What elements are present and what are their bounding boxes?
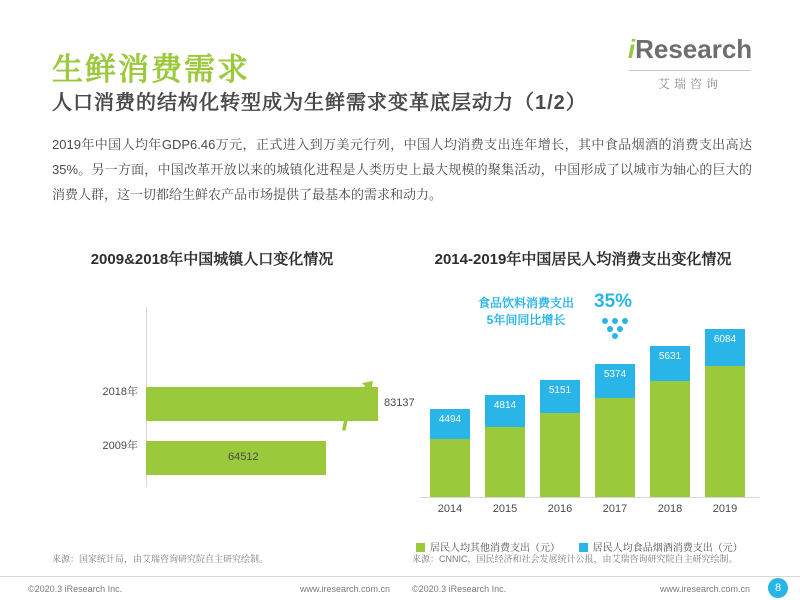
right-chart-axis <box>420 497 760 498</box>
legend-swatch-green <box>416 543 425 552</box>
stacked-bar-2017 <box>595 364 635 497</box>
left-chart-value-2018: 83137 <box>384 397 415 409</box>
segment-other <box>540 413 580 497</box>
growth-arrow-icon <box>338 375 378 433</box>
page-title: 生鲜消费需求 <box>52 52 250 87</box>
x-tick-2017: 2017 <box>602 503 628 515</box>
chart-urban-population <box>42 248 415 538</box>
x-tick-2015: 2015 <box>492 503 518 515</box>
footer-url-right: www.iresearch.com.cn <box>660 584 751 594</box>
x-tick-2019: 2019 <box>712 503 738 515</box>
x-tick-2016: 2016 <box>547 503 573 515</box>
footer-divider <box>0 576 800 577</box>
logo-chinese-name: 艾瑞咨询 <box>657 77 722 91</box>
footer-copyright-left: ©2020.3 iResearch Inc. <box>28 584 123 594</box>
segment-food <box>650 346 690 381</box>
logo-research-word: Research <box>635 34 753 64</box>
page-number-badge: 8 <box>768 578 788 598</box>
segment-value: 6084 <box>713 334 737 345</box>
callout-percent: 35% <box>594 291 633 312</box>
logo-divider <box>629 70 751 71</box>
segment-food <box>485 395 525 427</box>
body-paragraph: 2019年中国人均年GDP6.46万元，正式进入到万美元行列，中国人均消费支出连年增长，其中食品烟酒的消费支出高达35%。另一方面，中国改革开放以来的城镇化进程是人类历史上最大规模的聚集活动，中国形成了以城市为轴心的巨大的消费人群，这一切都给生鲜农产品市场提供了最基本的需求和动力。 <box>52 137 752 202</box>
stacked-bar-2014 <box>430 409 470 497</box>
segment-value: 4494 <box>438 414 462 425</box>
segment-other <box>595 398 635 497</box>
segment-other <box>485 427 525 497</box>
segment-value: 5631 <box>658 351 682 362</box>
legend-label-food: 居民人均食品烟酒消费支出（元） <box>592 543 743 554</box>
stacked-bar-2016 <box>540 380 580 497</box>
segment-value: 5151 <box>548 385 572 396</box>
callout-line-2: 5年间同比增长 <box>486 313 566 327</box>
x-tick-2018: 2018 <box>657 503 683 515</box>
x-tick-2014: 2014 <box>437 503 463 515</box>
right-chart-title: 2014-2019年中国居民人均消费支出变化情况 <box>434 251 732 268</box>
growth-annotation: 增长84.8% <box>280 387 348 403</box>
page-subtitle: 人口消费的结构化转型成为生鲜需求变革底层动力（1/2） <box>52 92 587 114</box>
logo-i-letter: i <box>627 34 636 64</box>
footer-copyright-right: ©2020.3 iResearch Inc. <box>412 584 507 594</box>
dots-decoration-icon <box>600 317 634 339</box>
source-note-right: 来源：CNNIC，国民经济和社会发展统计公报，由艾瑞咨询研究院自主研究绘制。 <box>412 554 738 564</box>
footer-url-left: www.iresearch.com.cn <box>300 584 391 594</box>
source-note-left: 来源：国家统计局，由艾瑞咨询研究院自主研究绘制。 <box>52 554 269 564</box>
iresearch-logo <box>620 34 760 92</box>
left-chart-value-2009: 64512 <box>228 451 259 463</box>
legend-label-other: 居民人均其他消费支出（元） <box>430 543 560 554</box>
segment-other <box>430 439 470 497</box>
segment-value: 5374 <box>603 369 627 380</box>
segment-other <box>705 366 745 497</box>
left-chart-cat-2009: 2009年 <box>102 440 138 452</box>
segment-food <box>705 329 745 366</box>
left-chart-title: 2009&2018年中国城镇人口变化情况 <box>90 251 334 268</box>
segment-food <box>430 409 470 439</box>
segment-food <box>595 364 635 398</box>
legend-swatch-blue <box>579 543 588 552</box>
stacked-bar-2019 <box>705 329 745 497</box>
left-chart-plot <box>42 289 415 519</box>
segment-value: 4814 <box>493 400 517 411</box>
segment-other <box>650 381 690 497</box>
left-chart-category-label-2 <box>42 439 138 454</box>
chart-consumption-expenditure <box>398 248 768 554</box>
stacked-bar-2015 <box>485 395 525 497</box>
callout-line-1: 食品饮料消费支出 <box>477 296 574 310</box>
right-chart-plot <box>398 285 768 554</box>
left-chart-cat-2018: 2018年 <box>102 386 138 398</box>
segment-food <box>540 380 580 413</box>
stacked-bar-2018 <box>650 346 690 497</box>
left-chart-category-label <box>42 385 138 400</box>
